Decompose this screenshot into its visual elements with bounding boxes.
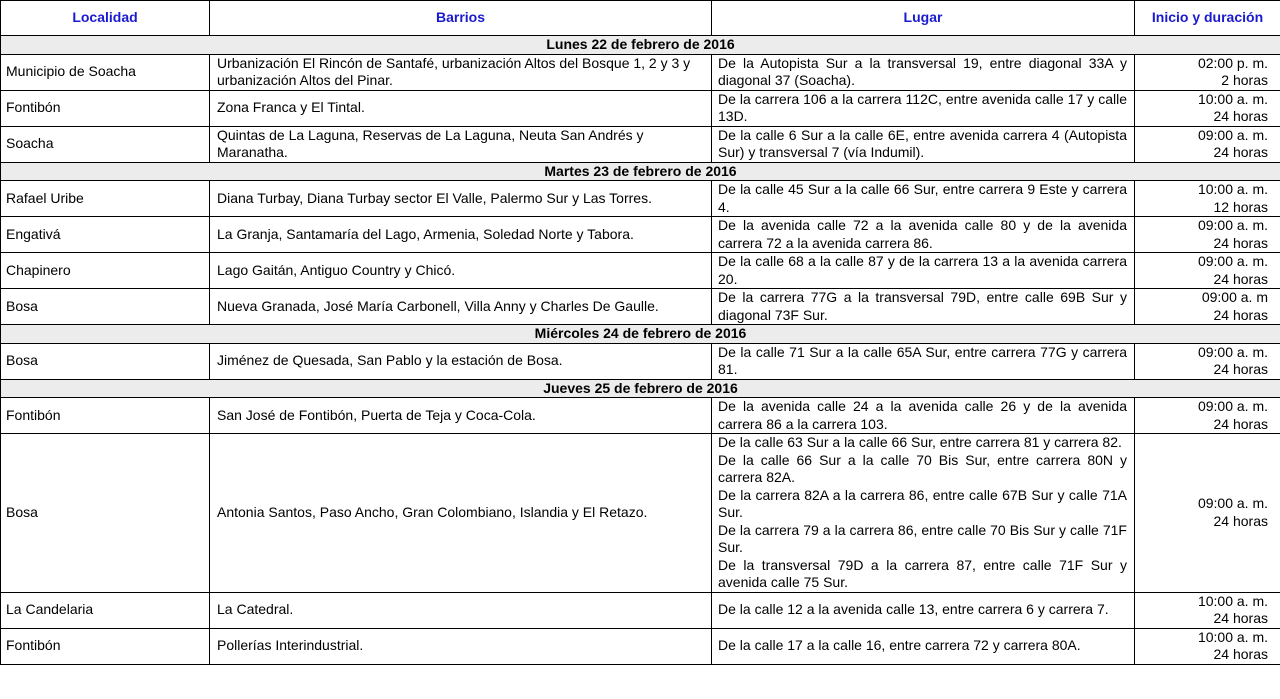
localidad-cell: Fontibón xyxy=(1,628,210,664)
inicio-duracion-cell xyxy=(1135,434,1280,593)
lugar-line: De la calle 45 Sur a la calle 66 Sur, entre carrera 9 Este y carrera 4. xyxy=(718,181,1127,215)
lugar-cell xyxy=(712,90,1135,126)
barrios-cell: Diana Turbay, Diana Turbay sector El Valle, Palermo Sur y Las Torres. xyxy=(210,181,712,217)
localidad-cell: Bosa xyxy=(1,434,210,593)
day-row xyxy=(1,379,1280,398)
day-header: Lunes 22 de febrero de 2016 xyxy=(1,36,1280,55)
lugar-line: De la calle 66 Sur a la calle 70 Bis Sur, entre carrera 80N y carrera 82A. xyxy=(718,451,1127,485)
lugar-cell xyxy=(712,289,1135,325)
table-row xyxy=(1,126,1280,162)
localidad-cell: Chapinero xyxy=(1,253,210,289)
lugar-cell xyxy=(712,181,1135,217)
lugar-cell xyxy=(712,126,1135,162)
inicio-time: 02:00 p. m. xyxy=(1197,54,1268,71)
localidad-cell: Bosa xyxy=(1,343,210,379)
barrios-cell: San José de Fontibón, Puerta de Teja y Coca-Cola. xyxy=(210,398,712,434)
duracion-text: 12 horas xyxy=(1213,198,1268,215)
header-barrios: Barrios xyxy=(210,1,712,36)
header-lugar: Lugar xyxy=(712,1,1135,36)
day-header: Martes 23 de febrero de 2016 xyxy=(1,162,1280,181)
barrios-cell: Jiménez de Quesada, San Pablo y la estación de Bosa. xyxy=(210,343,712,379)
lugar-cell xyxy=(712,592,1135,628)
barrios-cell: La Granja, Santamaría del Lago, Armenia, Soledad Norte y Tabora. xyxy=(210,217,712,253)
localidad-cell: Fontibón xyxy=(1,90,210,126)
lugar-line: De la avenida calle 72 a la avenida calle 80 y de la avenida carrera 72 a la avenida carrera 86. xyxy=(718,217,1127,251)
inicio-time: 09:00 a. m xyxy=(1201,289,1268,305)
header-inicio-duracion: Inicio y duración xyxy=(1135,1,1280,36)
inicio-duracion-cell xyxy=(1135,253,1280,289)
table-row xyxy=(1,54,1280,90)
schedule-body xyxy=(1,36,1280,665)
lugar-line: De la carrera 82A a la carrera 86, entre calle 67B Sur y calle 71A Sur. xyxy=(718,486,1127,520)
lugar-line: De la transversal 79D a la carrera 87, entre calle 71F Sur y avenida calle 75 Sur. xyxy=(718,556,1127,590)
localidad-cell: Soacha xyxy=(1,126,210,162)
duracion-text: 2 horas xyxy=(1221,72,1268,88)
lugar-line: De la calle 71 Sur a la calle 65A Sur, entre carrera 77G y carrera 81. xyxy=(718,343,1127,377)
inicio-time: 09:00 a. m. xyxy=(1197,495,1268,512)
day-header: Jueves 25 de febrero de 2016 xyxy=(1,379,1280,398)
table-row xyxy=(1,592,1280,628)
inicio-time: 10:00 a. m. xyxy=(1197,181,1268,197)
duracion-text: 24 horas xyxy=(1213,512,1268,529)
inicio-duracion-cell xyxy=(1135,289,1280,325)
table-row xyxy=(1,343,1280,379)
duracion-text: 24 horas xyxy=(1213,144,1268,160)
localidad-cell: Engativá xyxy=(1,217,210,253)
lugar-line: De la carrera 106 a la carrera 112C, entre avenida calle 17 y calle 13D. xyxy=(718,90,1127,124)
inicio-duracion-cell xyxy=(1135,90,1280,126)
barrios-cell: La Catedral. xyxy=(210,592,712,628)
duracion-text: 24 horas xyxy=(1213,610,1268,626)
lugar-cell xyxy=(712,253,1135,289)
inicio-time: 10:00 a. m. xyxy=(1197,628,1268,645)
lugar-line: De la calle 68 a la calle 87 y de la carrera 13 a la avenida carrera 20. xyxy=(718,253,1127,287)
lugar-cell xyxy=(712,398,1135,434)
barrios-cell: Antonia Santos, Paso Ancho, Gran Colombiano, Islandia y El Retazo. xyxy=(210,434,712,593)
barrios-cell: Lago Gaitán, Antiguo Country y Chicó. xyxy=(210,253,712,289)
day-row xyxy=(1,162,1280,181)
lugar-cell xyxy=(712,217,1135,253)
localidad-cell: Bosa xyxy=(1,289,210,325)
table-row xyxy=(1,434,1280,593)
duracion-text: 24 horas xyxy=(1213,646,1268,662)
inicio-duracion-cell xyxy=(1135,592,1280,628)
table-row xyxy=(1,217,1280,253)
inicio-duracion-cell xyxy=(1135,181,1280,217)
localidad-cell: Rafael Uribe xyxy=(1,181,210,217)
lugar-line: De la Autopista Sur a la transversal 19, entre diagonal 33A y diagonal 37 (Soacha). xyxy=(718,54,1127,88)
inicio-duracion-cell xyxy=(1135,217,1280,253)
lugar-line: De la calle 6 Sur a la calle 6E, entre avenida carrera 4 (Autopista Sur) y transversal 7 (vía Indumil). xyxy=(718,126,1127,160)
inicio-duracion-cell xyxy=(1135,343,1280,379)
inicio-time: 09:00 a. m. xyxy=(1197,343,1268,360)
day-header: Miércoles 24 de febrero de 2016 xyxy=(1,325,1280,344)
duracion-text: 24 horas xyxy=(1213,361,1268,377)
day-row xyxy=(1,36,1280,55)
localidad-cell: Municipio de Soacha xyxy=(1,54,210,90)
lugar-line: De la carrera 77G a la transversal 79D, entre calle 69B Sur y diagonal 73F Sur. xyxy=(718,289,1127,323)
lugar-cell xyxy=(712,434,1135,593)
localidad-cell: Fontibón xyxy=(1,398,210,434)
duracion-text: 24 horas xyxy=(1213,234,1268,251)
day-row xyxy=(1,325,1280,344)
inicio-duracion-cell xyxy=(1135,54,1280,90)
header-row xyxy=(1,1,1280,36)
inicio-time: 10:00 a. m. xyxy=(1197,592,1268,609)
barrios-cell: Quintas de La Laguna, Reservas de La Laguna, Neuta San Andrés y Maranatha. xyxy=(210,126,712,162)
duracion-text: 24 horas xyxy=(1213,306,1268,323)
inicio-time: 10:00 a. m. xyxy=(1197,90,1268,107)
barrios-cell: Nueva Granada, José María Carbonell, Villa Anny y Charles De Gaulle. xyxy=(210,289,712,325)
lugar-line: De la calle 17 a la calle 16, entre carrera 72 y carrera 80A. xyxy=(718,637,1081,654)
duracion-text: 24 horas xyxy=(1213,415,1268,432)
lugar-line: De la avenida calle 24 a la avenida calle 26 y de la avenida carrera 86 a la carrera 103. xyxy=(718,398,1127,432)
lugar-line: De la calle 12 a la avenida calle 13, entre carrera 6 y carrera 7. xyxy=(718,601,1109,618)
lugar-cell xyxy=(712,54,1135,90)
localidad-cell: La Candelaria xyxy=(1,592,210,628)
table-row xyxy=(1,398,1280,434)
duracion-text: 24 horas xyxy=(1213,108,1268,124)
inicio-time: 09:00 a. m. xyxy=(1197,398,1268,414)
inicio-time: 09:00 a. m. xyxy=(1197,217,1268,233)
inicio-duracion-cell xyxy=(1135,398,1280,434)
barrios-cell: Pollerías Interindustrial. xyxy=(210,628,712,664)
lugar-cell xyxy=(712,628,1135,664)
header-localidad: Localidad xyxy=(1,1,210,36)
inicio-time: 09:00 a. m. xyxy=(1197,253,1268,269)
table-row xyxy=(1,181,1280,217)
table-row xyxy=(1,253,1280,289)
duracion-text: 24 horas xyxy=(1213,270,1268,287)
inicio-time: 09:00 a. m. xyxy=(1197,126,1268,143)
lugar-line: De la calle 63 Sur a la calle 66 Sur, entre carrera 81 y carrera 82. xyxy=(718,434,1122,450)
inicio-duracion-cell xyxy=(1135,126,1280,162)
barrios-cell: Urbanización El Rincón de Santafé, urbanización Altos del Bosque 1, 2 y 3 y urbanización Altos del Pinar. xyxy=(210,54,712,90)
table-row xyxy=(1,90,1280,126)
table-row xyxy=(1,289,1280,325)
lugar-line: De la carrera 79 a la carrera 86, entre calle 70 Bis Sur y calle 71F Sur. xyxy=(718,521,1127,555)
inicio-duracion-cell xyxy=(1135,628,1280,664)
lugar-cell xyxy=(712,343,1135,379)
barrios-cell: Zona Franca y El Tintal. xyxy=(210,90,712,126)
table-row xyxy=(1,628,1280,664)
